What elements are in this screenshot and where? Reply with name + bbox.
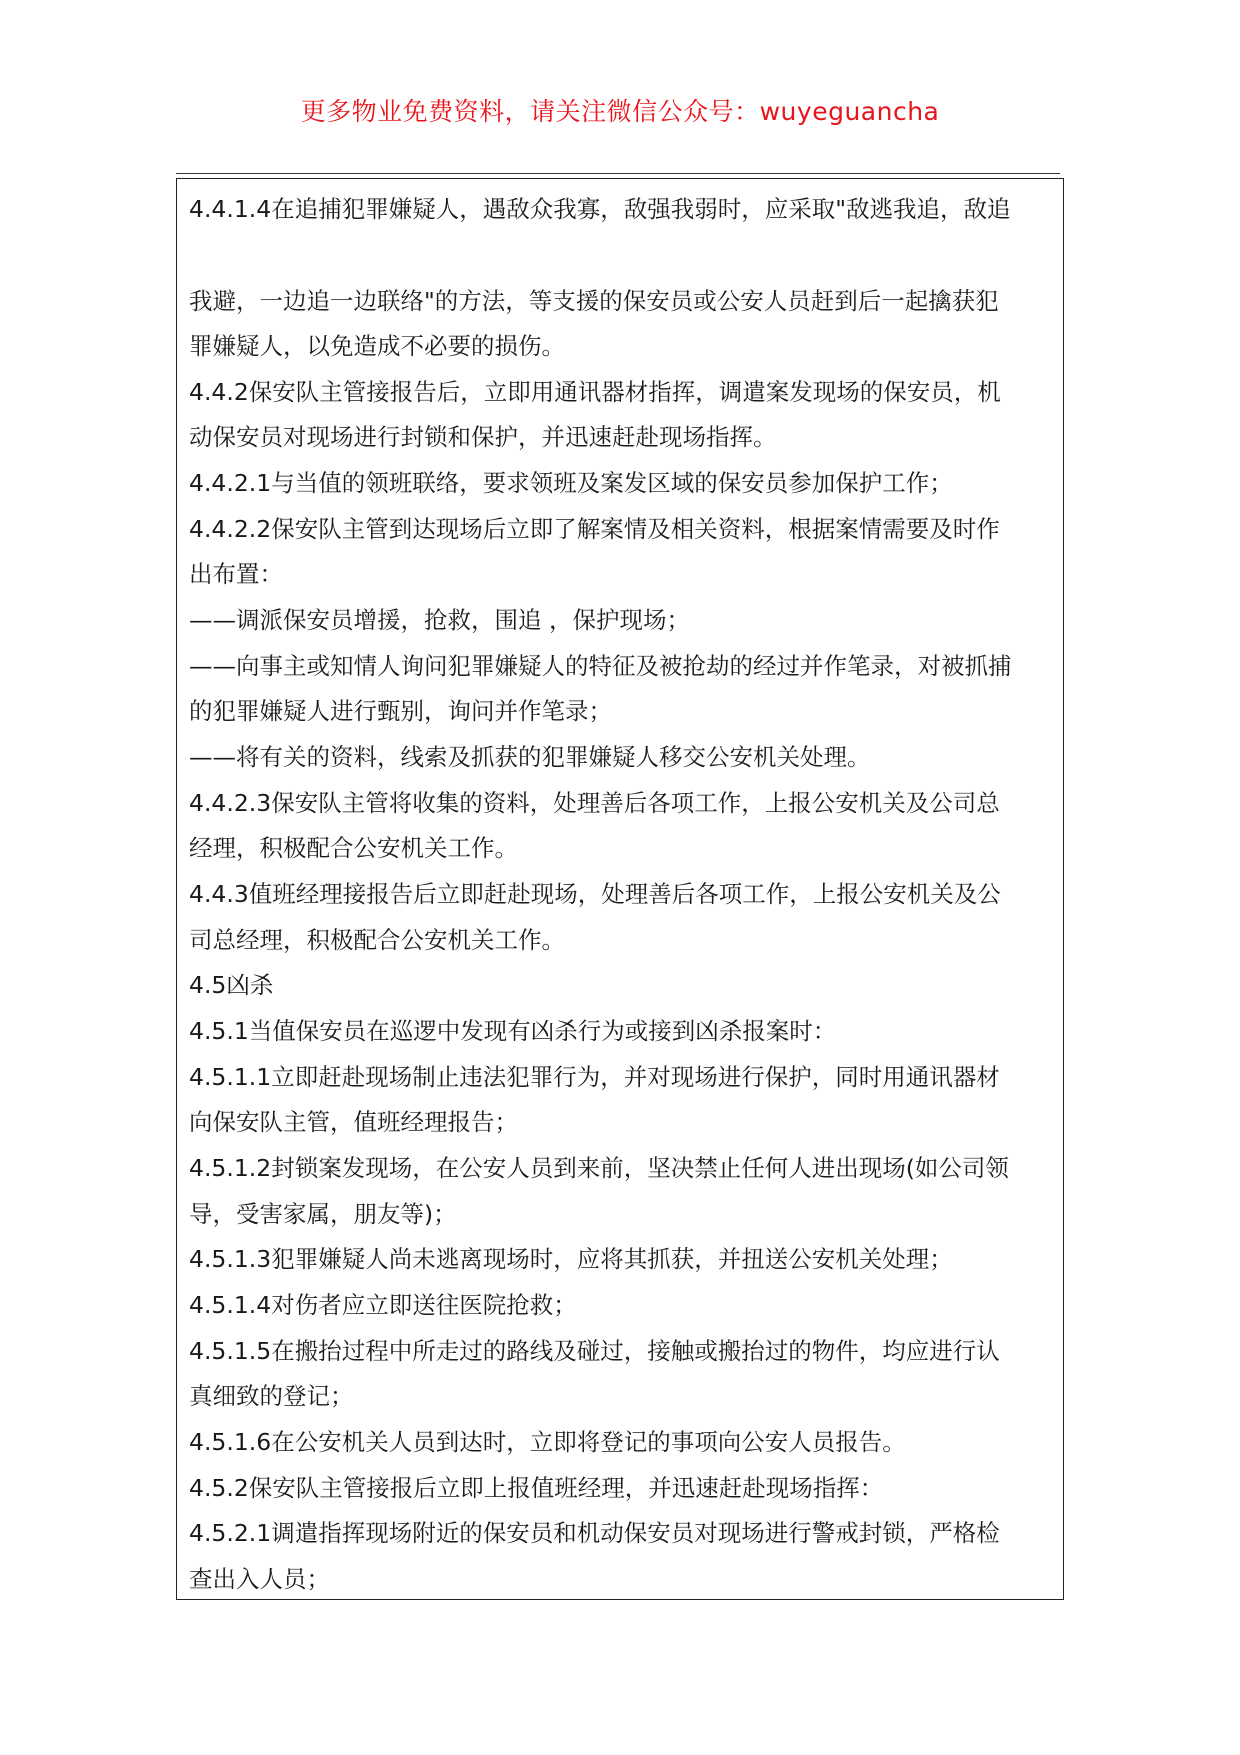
text-line: 罪嫌疑人，以免造成不必要的损伤。 [189, 332, 565, 360]
text-line: 4.5.1当值保安员在巡逻中发现有凶杀行为或接到凶杀报案时： [189, 1017, 837, 1045]
text-line: 4.4.1.4在追捕犯罪嫌疑人，遇敌众我寡，敌强我弱时，应采取"敌逃我追，敌追 [189, 195, 1011, 223]
text-line: 4.5.1.2封锁案发现场，在公安人员到来前，坚决禁止任何人进出现场(如公司领 [189, 1154, 1009, 1182]
text-line: 动保安员对现场进行封锁和保护，并迅速赶赴现场指挥。 [189, 423, 777, 451]
text-line: 我避，一边追一边联络"的方法，等支援的保安员或公安人员赶到后一起擒获犯 [189, 287, 999, 315]
text-line: 4.5.1.1立即赶赴现场制止违法犯罪行为，并对现场进行保护，同时用通讯器材 [189, 1063, 1000, 1091]
text-line: 4.5.1.6在公安机关人员到达时，立即将登记的事项向公安人员报告。 [189, 1428, 906, 1456]
text-line: 查出入人员； [189, 1565, 330, 1593]
text-line: 4.5.2保安队主管接报后立即上报值班经理，并迅速赶赴现场指挥： [189, 1474, 884, 1502]
text-line: 4.4.2保安队主管接报告后，立即用通讯器材指挥，调遣案发现场的保安员，机 [189, 378, 1001, 406]
text-line: 4.5.1.4对伤者应立即送往医院抢救； [189, 1291, 577, 1319]
text-line: 4.4.2.1与当值的领班联络，要求领班及案发区域的保安员参加保护工作； [189, 469, 953, 497]
text-line: ——将有关的资料，线索及抓获的犯罪嫌疑人移交公安机关处理。 [189, 743, 871, 771]
top-rule [176, 173, 1060, 174]
text-line: 真细致的登记； [189, 1382, 354, 1410]
text-line: 导，受害家属，朋友等)； [189, 1200, 457, 1228]
section-heading: 4.5凶杀 [189, 971, 274, 999]
text-line: 的犯罪嫌疑人进行甄别，询问并作笔录； [189, 697, 612, 725]
text-line: 司总经理，积极配合公安机关工作。 [189, 926, 565, 954]
text-line: ——向事主或知情人询问犯罪嫌疑人的特征及被抢劫的经过并作笔录，对被抓捕 [189, 652, 1012, 680]
text-line: 4.5.2.1调遣指挥现场附近的保安员和机动保安员对现场进行警戒封锁，严格检 [189, 1519, 1000, 1547]
text-line: 4.5.1.3犯罪嫌疑人尚未逃离现场时，应将其抓获，并扭送公安机关处理； [189, 1245, 953, 1273]
text-line: 出布置： [189, 560, 283, 588]
text-line: 4.4.3值班经理接报告后立即赶赴现场，处理善后各项工作，上报公安机关及公 [189, 880, 1001, 908]
text-line: 4.5.1.5在搬抬过程中所走过的路线及碰过，接触或搬抬过的物件，均应进行认 [189, 1337, 1000, 1365]
text-line: 经理，积极配合公安机关工作。 [189, 834, 518, 862]
text-line: 4.4.2.2保安队主管到达现场后立即了解案情及相关资料，根据案情需要及时作 [189, 515, 1000, 543]
text-line: 4.4.2.3保安队主管将收集的资料，处理善后各项工作，上报公安机关及公司总 [189, 789, 1000, 817]
promo-banner: 更多物业免费资料，请关注微信公众号：wuyeguancha [300, 97, 940, 126]
text-line: 向保安队主管，值班经理报告； [189, 1108, 518, 1136]
text-line: ——调派保安员增援，抢救，围追 ，保护现场； [189, 606, 690, 634]
document-frame [176, 178, 1064, 1600]
